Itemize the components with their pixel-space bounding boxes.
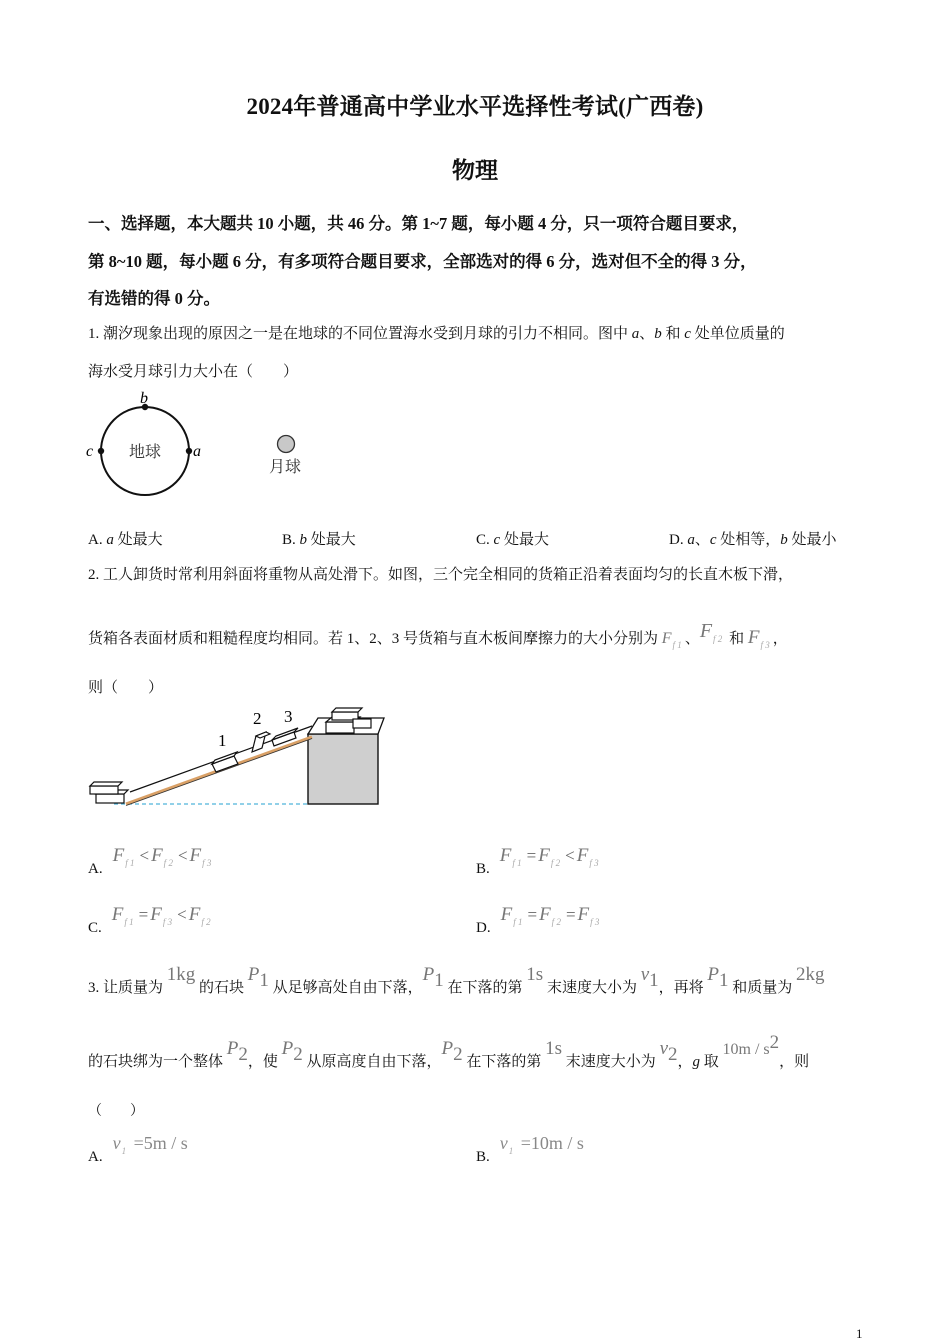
point-c-dot [98,448,104,454]
q1-stem-line-1: 1. 潮汐现象出现的原因之一是在地球的不同位置海水受到月球的引力不相同。图中 a、b 和 c 处单位质量的 [88,326,785,342]
math-ff1: $F_{f 1}$ [661,630,682,650]
box-1-label: 1 [218,731,227,750]
q2-option-a[interactable]: A. $F_{f 1} < F_{f 2} < F_{f 3}$ [88,845,212,877]
platform-block [308,734,378,804]
ground-box-upper [90,786,118,794]
q2-stem-line-3: 则（ ） [88,680,164,696]
page-number: 1 [856,1326,863,1341]
q1-option-c[interactable]: C. c 处最大 [476,532,549,548]
q1-stem-line-2: 海水受月球引力大小在（ ） [88,364,299,380]
q1-option-d[interactable]: D. a、c 处相等，b 处最小 [669,532,837,548]
math-ff3: $F_{f 3}$ [747,627,770,650]
ground-box-lower [96,794,124,803]
box-2-label: 2 [253,709,262,728]
exam-title: 2024年普通高中学业水平选择性考试(广西卷) [246,94,704,119]
q2-option-d[interactable]: D. $F_{f 1} = F_{f 2} = F_{f 3}$ [476,904,600,936]
q3-answer-blank: （ ） [88,1104,144,1119]
subject-title: 物理 [452,158,498,183]
earth-label: 地球 [129,444,162,461]
q3-option-a[interactable]: A. $v_1 =5m / s$ [88,1133,188,1165]
moon-circle [278,436,295,453]
section-instructions-line-3: 有选错的得 0 分。 [88,289,220,308]
q1-option-b[interactable]: B. b 处最大 [282,532,356,548]
section-instructions-line-1: 一、选择题，本大题共 10 小题，共 46 分。第 1~7 题，每小题 4 分，只一项符合题目要求， [88,214,749,233]
label-b: b [140,390,148,407]
label-a: a [193,443,201,460]
box-3-label: 3 [284,707,293,726]
q1-option-a[interactable]: A. a 处最大 [88,532,163,548]
q3-stem-line-2: 的石块绑为一个整体 P2，使 P2 从原高度自由下落，P2 在下落的第 1s 末速度大小为 v2，g 取 10m / s2，则 [88,1032,810,1070]
q2-stem-line-2: 货箱各表面材质和粗糙程度均相同。若 1、2、3 号货箱与直木板间摩擦力的大小分别为 $F_{f 1}$ 、$F_{f 2}$ 和 $F_{f 3}$ ， [88,620,788,650]
section-instructions-line-2: 第 8~10 题，每小题 6 分，有多项符合题目要求，全部选对的得 6 分，选对但不全的得 3 分， [88,252,757,271]
q2-option-b[interactable]: B. $F_{f 1} = F_{f 2} < F_{f 3}$ [476,845,599,877]
inclined-plank-diagram [84,704,394,812]
q2-stem-line-1: 2. 工人卸货时常利用斜面将重物从高处滑下。如图，三个完全相同的货箱正沿着表面均匀的长直木板下滑， [88,567,794,583]
q3-option-b[interactable]: B. $v_1 =10m / s$ [476,1133,584,1165]
label-c: c [86,443,94,460]
earth-moon-diagram [82,388,322,503]
q3-stem-line-1: 3. 让质量为 1kg 的石块 P1 从足够高处自由下落，P1 在下落的第 1s 末速度大小为 v1，再将 P1 和质量为 2kg [88,964,825,996]
q2-option-c[interactable]: C. $F_{f 1} = F_{f 3} < F_{f 2}$ [88,904,211,936]
math-ff2: $F_{f 2}$ [699,620,723,644]
moon-label: 月球 [269,459,302,476]
point-a-dot [186,448,192,454]
